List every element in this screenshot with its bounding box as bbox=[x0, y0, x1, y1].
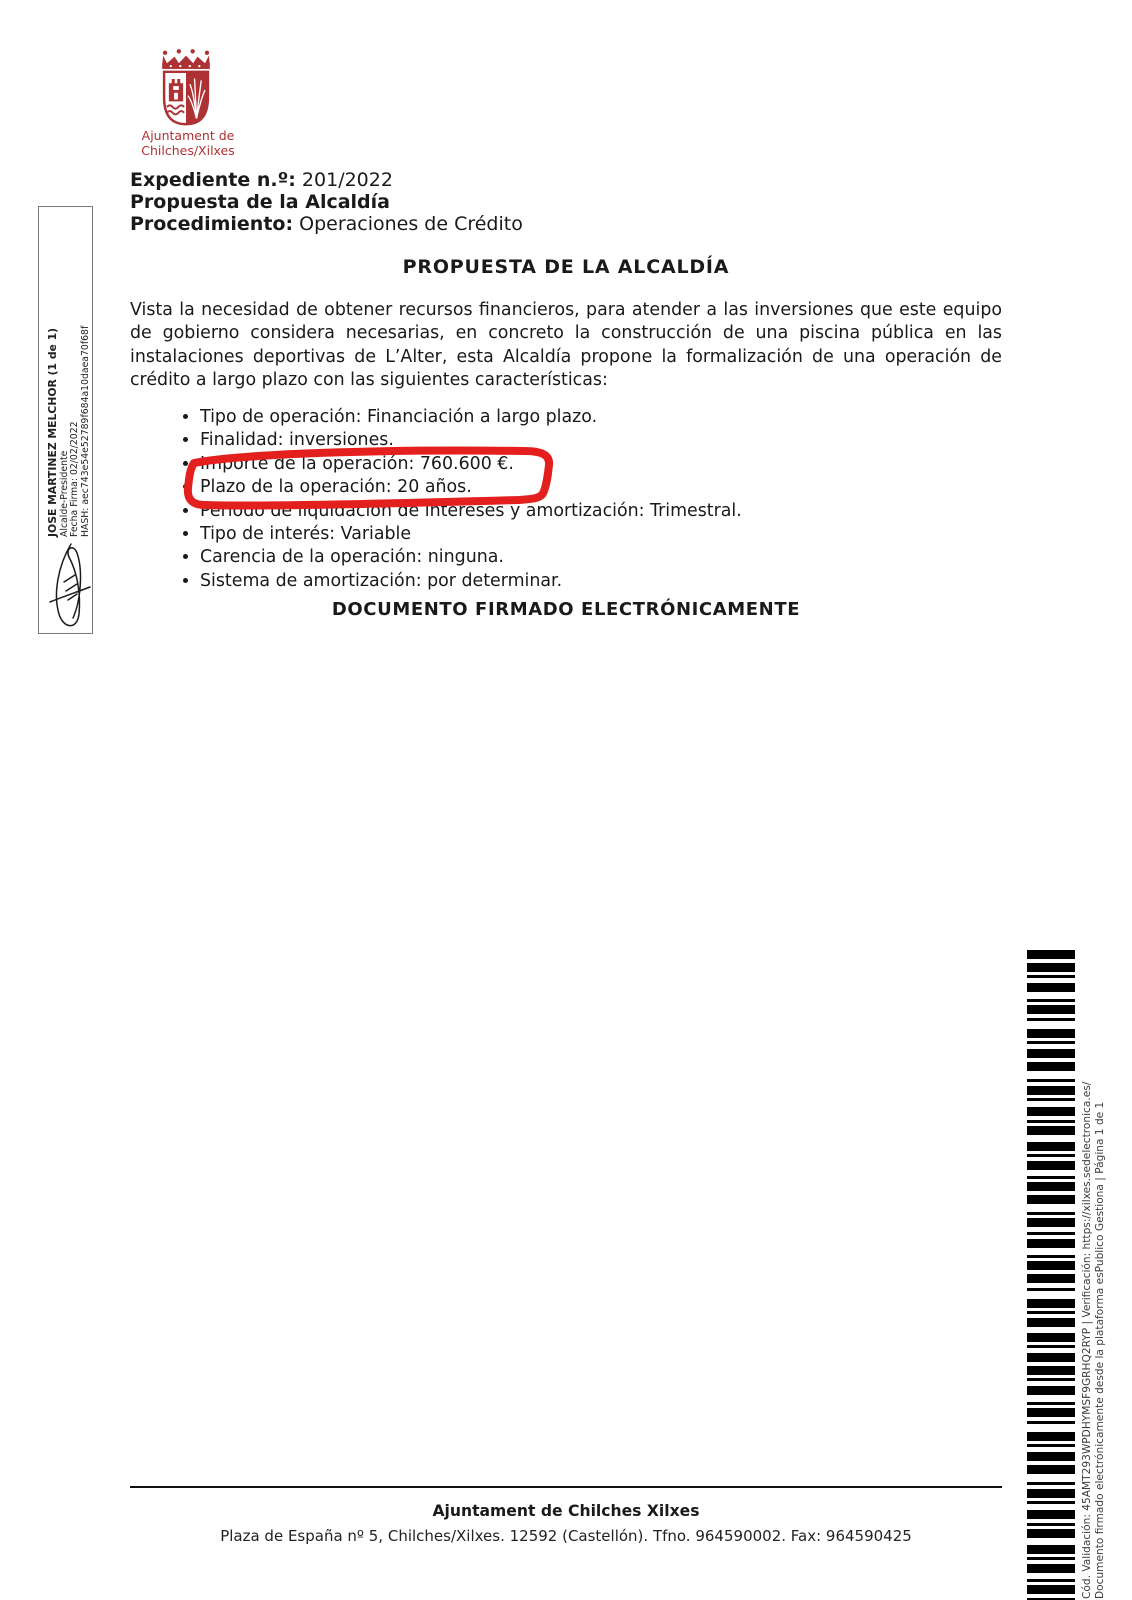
barcode-bar bbox=[1027, 1353, 1075, 1362]
barcode-gap bbox=[1027, 1424, 1075, 1432]
list-item: • Finalidad: inversiones. bbox=[200, 429, 742, 452]
barcode-bar bbox=[1027, 1195, 1075, 1204]
barcode-gap bbox=[1027, 1248, 1075, 1255]
document-title: PROPUESTA DE LA ALCALDÍA bbox=[402, 256, 730, 278]
barcode-bar bbox=[1027, 1182, 1075, 1191]
platform-line: Documento firmado electrónicamente desde la plataforma esPublico Gestiona | Página 1 de 1 bbox=[1094, 1101, 1107, 1599]
logo-caption bbox=[124, 129, 252, 158]
sign-date: Fecha Firma: 02/02/2022 bbox=[69, 421, 81, 537]
barcode-bar bbox=[1027, 1142, 1075, 1151]
list-item: • Periodo de liquidación de intereses y amortización: Trimestral. bbox=[200, 500, 742, 523]
list-item: • Carencia de la operación: ninguna. bbox=[200, 546, 742, 569]
barcode-bar bbox=[1027, 1299, 1075, 1308]
municipal-coat-of-arms-icon bbox=[157, 48, 215, 128]
list-item: • Sistema de amortización: por determinar. bbox=[200, 570, 742, 593]
barcode-bar bbox=[1027, 1218, 1075, 1227]
barcode-bar bbox=[1027, 1261, 1075, 1270]
barcode-bar bbox=[1027, 1005, 1075, 1014]
procedimiento-value: Operaciones de Crédito bbox=[293, 212, 523, 235]
barcode-bar bbox=[1027, 1062, 1075, 1071]
barcode-bar bbox=[1027, 1274, 1075, 1283]
validation-text bbox=[1081, 1014, 1109, 1599]
handwritten-signature-icon bbox=[44, 538, 92, 634]
barcode-gap bbox=[1027, 1204, 1075, 1212]
barcode-bar bbox=[1027, 1386, 1075, 1395]
barcode-bar bbox=[1027, 1049, 1075, 1058]
barcode-gap bbox=[1027, 1021, 1075, 1029]
barcode-gap bbox=[1027, 992, 1075, 999]
list-item: • Tipo de interés: Variable bbox=[200, 523, 742, 546]
barcode-gap bbox=[1027, 1538, 1075, 1545]
list-item: • Importe de la operación: 760.600 €. bbox=[200, 453, 742, 476]
barcode-bar bbox=[1027, 950, 1075, 959]
propuesta-line bbox=[130, 192, 523, 214]
barcode-bar bbox=[1027, 1432, 1075, 1441]
barcode-bar bbox=[1027, 1510, 1075, 1519]
barcode-bar bbox=[1027, 1366, 1075, 1375]
list-item: • Plazo de la operación: 20 años. bbox=[200, 476, 742, 499]
barcode-bar bbox=[1027, 1489, 1075, 1498]
barcode-bar bbox=[1027, 1529, 1075, 1538]
procedimiento-label: Procedimiento: bbox=[130, 212, 294, 235]
barcode-bar bbox=[1027, 963, 1075, 972]
barcode-bar bbox=[1027, 1545, 1075, 1554]
barcode-bar bbox=[1027, 1029, 1075, 1038]
list-item: • Tipo de operación: Financiación a largo plazo. bbox=[200, 406, 742, 429]
barcode-gap bbox=[1027, 1071, 1075, 1079]
footer-org-name: Ajuntament de Chilches Xilxes bbox=[432, 1502, 700, 1520]
signer-name: JOSE MARTINEZ MELCHOR (1 de 1) bbox=[46, 327, 59, 537]
barcode-bar bbox=[1027, 1452, 1075, 1461]
barcode-bar bbox=[1027, 1126, 1075, 1135]
propuesta-label: Propuesta de la Alcaldía bbox=[130, 190, 390, 213]
barcode-bar bbox=[1027, 1318, 1075, 1327]
expediente-label: Expediente n.º: bbox=[130, 169, 296, 191]
barcode-gap bbox=[1027, 1474, 1075, 1482]
barcode-bar bbox=[1027, 1333, 1075, 1342]
logo-caption-line2: Chilches/Xilxes bbox=[141, 142, 235, 158]
body-paragraph: Vista la necesidad de obtener recursos financieros, para atender a las inversiones que este equipo de gobierno considera necesarias, en concreto la construcción de una piscina pública en las instalaciones deportivas de L’Alter, esta Alcaldía propone la formalización de una operación de crédito a largo plazo con las siguientes características: bbox=[130, 300, 1002, 391]
expediente-line bbox=[130, 170, 523, 192]
barcode-gap bbox=[1027, 1395, 1075, 1402]
caracteristicas-list bbox=[168, 406, 742, 593]
barcode-bar bbox=[1027, 1239, 1075, 1248]
footer-address: Plaza de España nº 5, Chilches/Xilxes. 12592 (Castellón). Tfno. 964590002. Fax: 964590425 bbox=[220, 1527, 912, 1545]
validation-barcode bbox=[1027, 950, 1075, 1600]
barcode-bar bbox=[1027, 1564, 1075, 1573]
barcode-bar bbox=[1027, 1161, 1075, 1170]
footer-divider bbox=[130, 1486, 1002, 1488]
signer-role: Alcalde-Presidente bbox=[58, 450, 70, 537]
signed-heading: DOCUMENTO FIRMADO ELECTRÓNICAMENTE bbox=[331, 599, 801, 620]
sign-hash: HASH: aec743e54e52789f684a10daea70f68f bbox=[79, 325, 91, 537]
barcode-bar bbox=[1027, 1107, 1075, 1116]
logo-caption-line1: Ajuntament de bbox=[141, 128, 235, 143]
barcode-bar bbox=[1027, 1086, 1075, 1095]
barcode-gap bbox=[1027, 1291, 1075, 1299]
procedimiento-line bbox=[130, 214, 523, 236]
barcode-bar bbox=[1027, 1585, 1075, 1594]
validation-code-line: Cód. Validación: 45AMT293WPDHYMSF9GRHQ2RYP | Verificación: https://xilxes.sedelectronica.es/ bbox=[1081, 1081, 1093, 1599]
barcode-bar bbox=[1027, 983, 1075, 992]
barcode-bar bbox=[1027, 1465, 1075, 1474]
barcode-gap bbox=[1027, 1135, 1075, 1142]
expediente-header bbox=[130, 170, 523, 235]
barcode-bar bbox=[1027, 1408, 1075, 1417]
expediente-value: 201/2022 bbox=[295, 169, 393, 191]
